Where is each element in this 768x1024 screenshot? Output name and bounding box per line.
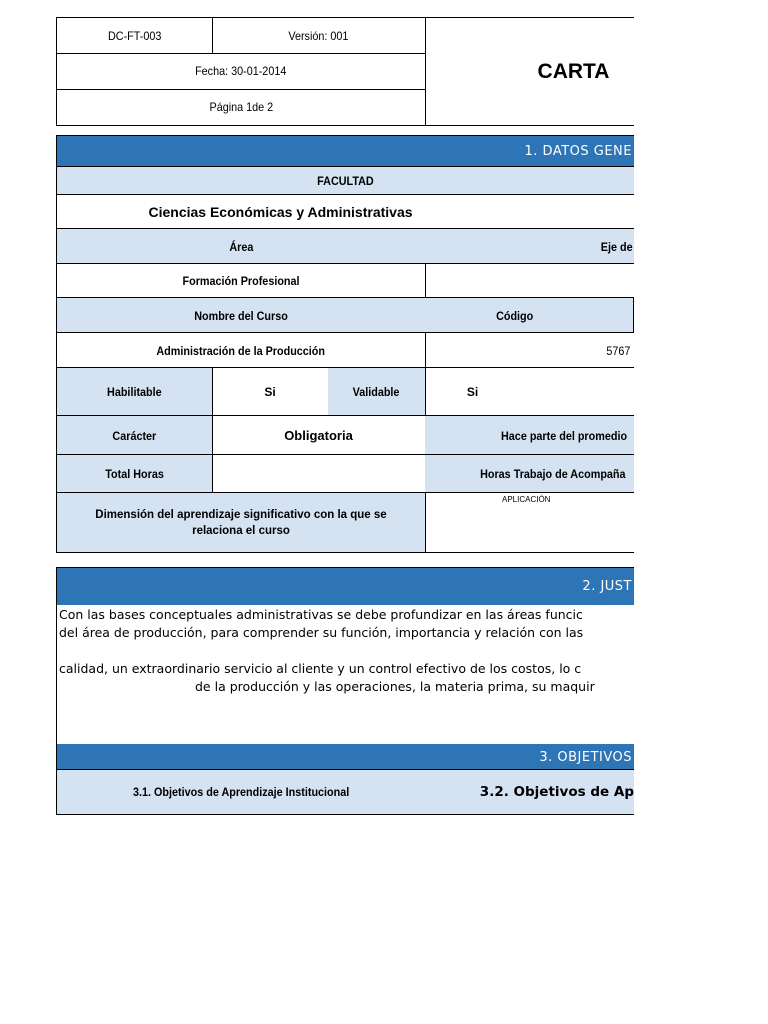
validable-value-cell bbox=[425, 367, 634, 416]
area-value: Formación Profesional bbox=[182, 274, 300, 288]
section2-header bbox=[56, 567, 634, 605]
section2-title: 2. JUST bbox=[582, 579, 632, 594]
habilitable-value-cell bbox=[212, 367, 329, 416]
code-value-cell bbox=[425, 332, 634, 368]
accompaniment-label-cell bbox=[425, 454, 634, 493]
justification-line-4: calidad, un extraordinario servicio al cliente y un control efectivo de los costos, lo c bbox=[59, 661, 582, 676]
section1-header bbox=[56, 135, 634, 167]
validable-label: Validable bbox=[353, 385, 400, 399]
doc-page: Página 1de 2 bbox=[209, 100, 273, 114]
doc-page-cell bbox=[56, 89, 426, 126]
faculty-value: Ciencias Económicas y Administrativas bbox=[148, 204, 413, 220]
faculty-value-cell bbox=[56, 194, 634, 229]
area-label-cell bbox=[56, 228, 426, 264]
total-hours-label-cell bbox=[56, 454, 213, 493]
justification-body bbox=[56, 604, 634, 744]
average-label-cell bbox=[425, 415, 634, 455]
total-hours-value-cell bbox=[212, 454, 426, 493]
validable-value: Si bbox=[466, 385, 479, 399]
faculty-label-cell bbox=[56, 166, 634, 195]
total-hours-label: Total Horas bbox=[105, 467, 164, 481]
character-value-cell bbox=[212, 415, 426, 455]
doc-version-cell bbox=[212, 17, 426, 54]
section1-title: 1. DATOS GENE bbox=[524, 144, 632, 159]
doc-date-cell bbox=[56, 53, 426, 90]
objectives-institutional-cell bbox=[56, 769, 426, 815]
code-value: 5767 bbox=[606, 343, 631, 358]
area-label: Área bbox=[228, 239, 254, 254]
habilitable-label: Habilitable bbox=[107, 385, 162, 399]
accompaniment-label: Horas Trabajo de Acompaña bbox=[480, 467, 626, 481]
validable-label-cell bbox=[328, 367, 426, 416]
doc-title-cell bbox=[425, 17, 634, 126]
dimension-value-cell bbox=[425, 492, 634, 553]
code-label-cell bbox=[425, 297, 634, 333]
area-value-cell bbox=[56, 263, 426, 298]
habilitable-value: Si bbox=[264, 385, 276, 399]
document-viewport bbox=[56, 17, 634, 817]
objectives-learning-cell bbox=[425, 769, 634, 815]
character-label: Carácter bbox=[112, 428, 157, 443]
faculty-label: FACULTAD bbox=[317, 174, 374, 188]
justification-line-2: del área de producción, para comprender su función, importancia y relación con las bbox=[59, 625, 584, 640]
course-name-value: Administración de la Producción bbox=[156, 343, 326, 358]
course-name-label: Nombre del Curso bbox=[194, 308, 288, 323]
objectives-learning-label: 3.2. Objetivos de Ap bbox=[479, 784, 634, 800]
dimension-value: APLICACIÓN bbox=[502, 495, 551, 504]
doc-title: CARTA bbox=[537, 59, 610, 83]
axis-label: Eje de bbox=[600, 239, 633, 254]
code-label: Código bbox=[496, 308, 534, 323]
axis-label-cell bbox=[425, 228, 634, 264]
doc-date: Fecha: 30-01-2014 bbox=[195, 64, 287, 78]
doc-code: DC-FT-003 bbox=[107, 28, 162, 43]
section3-title: 3. OBJETIVOS bbox=[539, 749, 632, 765]
dimension-label-cell bbox=[56, 492, 426, 553]
course-name-label-cell bbox=[56, 297, 426, 333]
character-label-cell bbox=[56, 415, 213, 455]
habilitable-label-cell bbox=[56, 367, 213, 416]
justification-line-1: Con las bases conceptuales administrativas se debe profundizar en las áreas funcic bbox=[59, 607, 583, 622]
objectives-institutional-label: 3.1. Objetivos de Aprendizaje Institucional bbox=[132, 785, 350, 799]
dimension-label: Dimensión del aprendizaje significativo con la que se relaciona el curso bbox=[95, 508, 387, 537]
section3-header bbox=[56, 744, 634, 770]
axis-value-cell bbox=[425, 263, 634, 298]
doc-version: Versión: 001 bbox=[288, 28, 349, 43]
justification-line-5: de la producción y las operaciones, la materia prima, su maquir bbox=[195, 679, 595, 694]
average-label: Hace parte del promedio bbox=[500, 428, 627, 443]
character-value: Obligatoria bbox=[284, 428, 353, 443]
doc-code-cell bbox=[56, 17, 213, 54]
course-name-value-cell bbox=[56, 332, 426, 368]
